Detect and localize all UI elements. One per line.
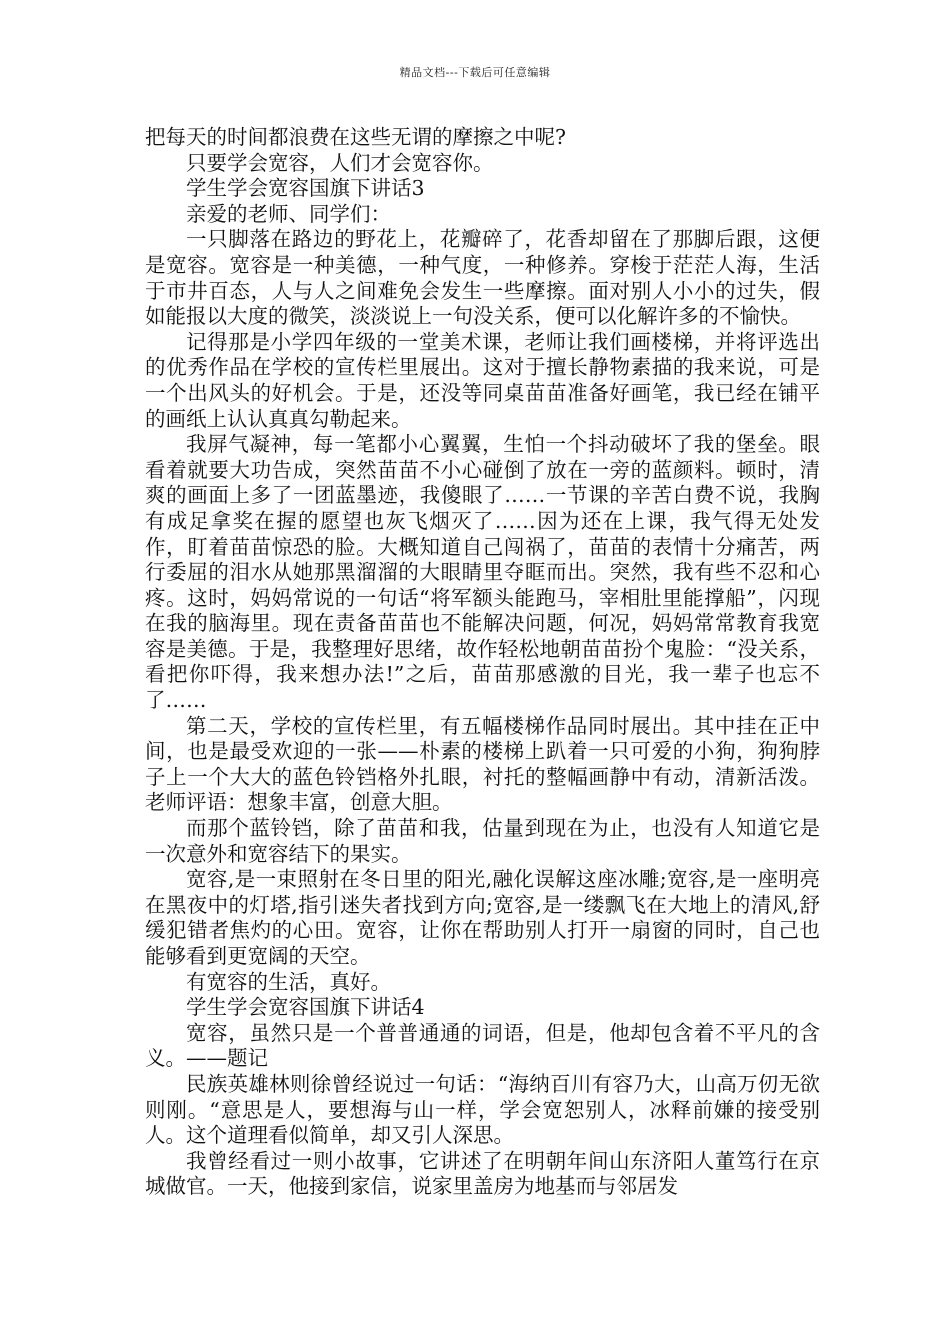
paragraph: 记得那是小学四年级的一堂美术课，老师让我们画楼梯，并将评选出的优秀作品在学校的宣传栏里展出。这对于擅长静物素描的我来说，可是一个出风头的好机会。于是，还没等同桌苗苗准备好画笔，我已经在铺平的画纸上认认真真勾勒起来。 [145,329,820,431]
paragraph: 我屏气凝神，每一笔都小心翼翼，生怕一个抖动破坏了我的堡垒。眼看着就要大功告成，突然苗苗不小心碰倒了放在一旁的蓝颜料。顿时，清爽的画面上多了一团蓝墨迹，我傻眼了……一节课的辛苦白费不说，我胸有成足拿奖在握的愿望也灰飞烟灭了……因为还在上课，我气得无处发作，盯着苗苗惊恐的脸。大概知道自己闯祸了，苗苗的表情十分痛苦，两行委屈的泪水从她那黑溜溜的大眼睛里夺眶而出。突然，我有些不忍和心疼。这时，妈妈常说的一句话“将军额头能跑马，宰相肚里能撑船”，闪现在我的脑海里。现在责备苗苗也不能解决问题，何况，妈妈常常教育我宽容是美德。于是，我整理好思绪，故作轻松地朝苗苗扮个鬼脸：“没关系，看把你吓得，我来想办法!”之后，苗苗那感激的目光，我一辈子也忘不了…… [145,432,820,713]
paragraph: 而那个蓝铃铛，除了苗苗和我，估量到现在为止，也没有人知道它是一次意外和宽容结下的果实。 [145,816,820,866]
page-header: 精品文档---下载后可任意编辑 [399,66,551,79]
paragraph: 第二天，学校的宣传栏里，有五幅楼梯作品同时展出。其中挂在正中间，也是最受欢迎的一张——朴素的楼梯上趴着一只可爱的小狗，狗狗脖子上一个大大的蓝色铃铛格外扎眼，衬托的整幅画静中有动，清新活泼。老师评语：想象丰富，创意大胆。 [145,713,820,815]
paragraph: 一只脚落在路边的野花上，花瓣碎了，花香却留在了那脚后跟，这便是宽容。宽容是一种美德，一种气度，一种修养。穿梭于茫茫人海，生活于市井百态，人与人之间难免会发生一些摩擦。面对别人小小的过失，假如能报以大度的微笑，淡淡说上一句没关系，便可以化解许多的不愉快。 [145,227,820,329]
paragraph: 宽容,是一束照射在冬日里的阳光,融化误解这座冰雕;宽容,是一座明亮在黑夜中的灯塔,指引迷失者找到方向;宽容,是一缕飘飞在大地上的清风,舒缓犯错者焦灼的心田。宽容，让你在帮助别人打开一扇窗的同时，自己也能够看到更宽阔的天空。 [145,867,820,968]
section-heading: 学生学会宽容国旗下讲话4 [186,995,425,1020]
section-heading: 学生学会宽容国旗下讲话3 [186,176,425,201]
paragraph: 有宽容的生活，真好。 [186,969,391,994]
salutation: 亲爱的老师、同学们： [186,201,391,226]
paragraph: 民族英雄林则徐曾经说过一句话：“海纳百川有容乃大，山高万仞无欲则刚。“意思是人，要想海与山一样，学会宽恕别人，冰释前嫌的接受别人。这个道理看似简单，却又引人深思。 [145,1071,820,1148]
paragraph: 把每天的时间都浪费在这些无谓的摩擦之中呢? [145,125,566,149]
paragraph: 我曾经看过一则小故事，它讲述了在明朝年间山东济阳人董笃行在京城做官。一天，他接到家信，说家里盖房为地基而与邻居发 [145,1148,820,1199]
document-body [145,125,820,1200]
paragraph: 宽容，虽然只是一个普普通通的词语，但是，他却包含着不平凡的含义。——题记 [145,1020,820,1071]
paragraph: 只要学会宽容，人们才会宽容你。 [186,150,494,175]
